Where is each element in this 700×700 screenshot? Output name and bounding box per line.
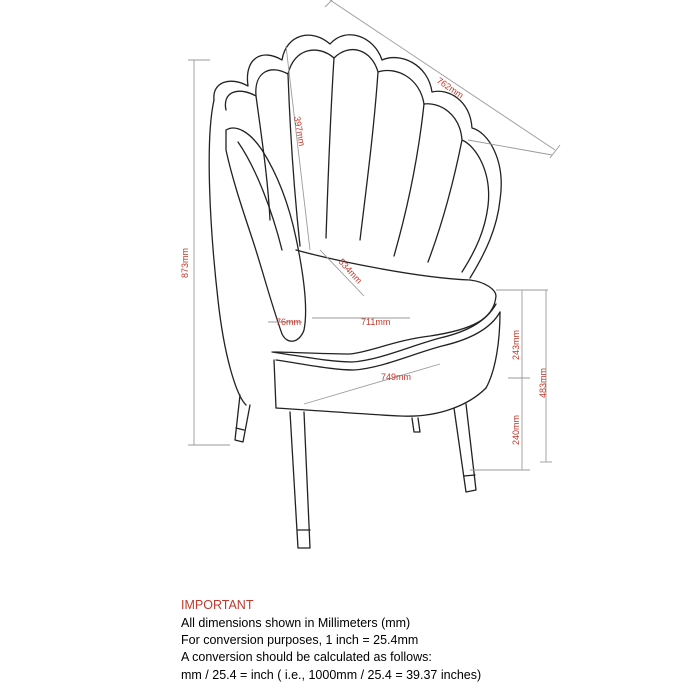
dim-seat-height: 483mm	[538, 367, 548, 398]
chair-leg-back-left-cap	[236, 428, 244, 430]
chair-channel-5	[394, 104, 424, 256]
dim-seat-depth: 534mm	[336, 256, 365, 286]
dim-arm-width: 76mm	[276, 317, 302, 327]
note-title: IMPORTANT	[181, 598, 254, 612]
chair-leg-back-left	[235, 395, 250, 442]
dim-seat-width: 711mm	[361, 317, 391, 327]
note-line-conversion: For conversion purposes, 1 inch = 25.4mm	[181, 633, 419, 647]
dim-base-width: 749mm	[381, 372, 412, 382]
chair-drawing	[209, 35, 501, 548]
dimension-lines	[188, 0, 560, 470]
chair-channel-4	[360, 72, 378, 240]
chair-base-left	[274, 360, 276, 408]
chair-left-arm-inner	[238, 142, 282, 250]
chair-left-arm	[226, 128, 306, 341]
chair-channel-1	[256, 96, 270, 220]
chair-channel-2	[288, 74, 300, 246]
note-line-units: All dimensions shown in Millimeters (mm)	[181, 616, 411, 630]
chair-seat-top	[274, 250, 496, 354]
dim-leg-height: 240mm	[511, 414, 521, 445]
chair-channel-6	[428, 140, 462, 262]
chair-channel-3	[326, 58, 334, 238]
chair-leg-back-right	[412, 418, 420, 432]
dim-overall-width: 762mm	[434, 75, 466, 101]
chair-leg-front-right	[454, 404, 476, 492]
dim-seat-cushion-height: 243mm	[511, 329, 521, 360]
chair-leg-front-left	[290, 412, 310, 548]
chair-base-right	[486, 312, 500, 388]
dim-overall-height: 873mm	[180, 247, 190, 278]
dim-back-height: 397mm	[292, 115, 308, 147]
note-line-calc: A conversion should be calculated as follows:	[181, 650, 432, 664]
chair-leg-front-right-cap	[464, 475, 475, 476]
note-line-formula: mm / 25.4 = inch ( i.e., 1000mm / 25.4 = 39.37 inches)	[181, 668, 482, 682]
